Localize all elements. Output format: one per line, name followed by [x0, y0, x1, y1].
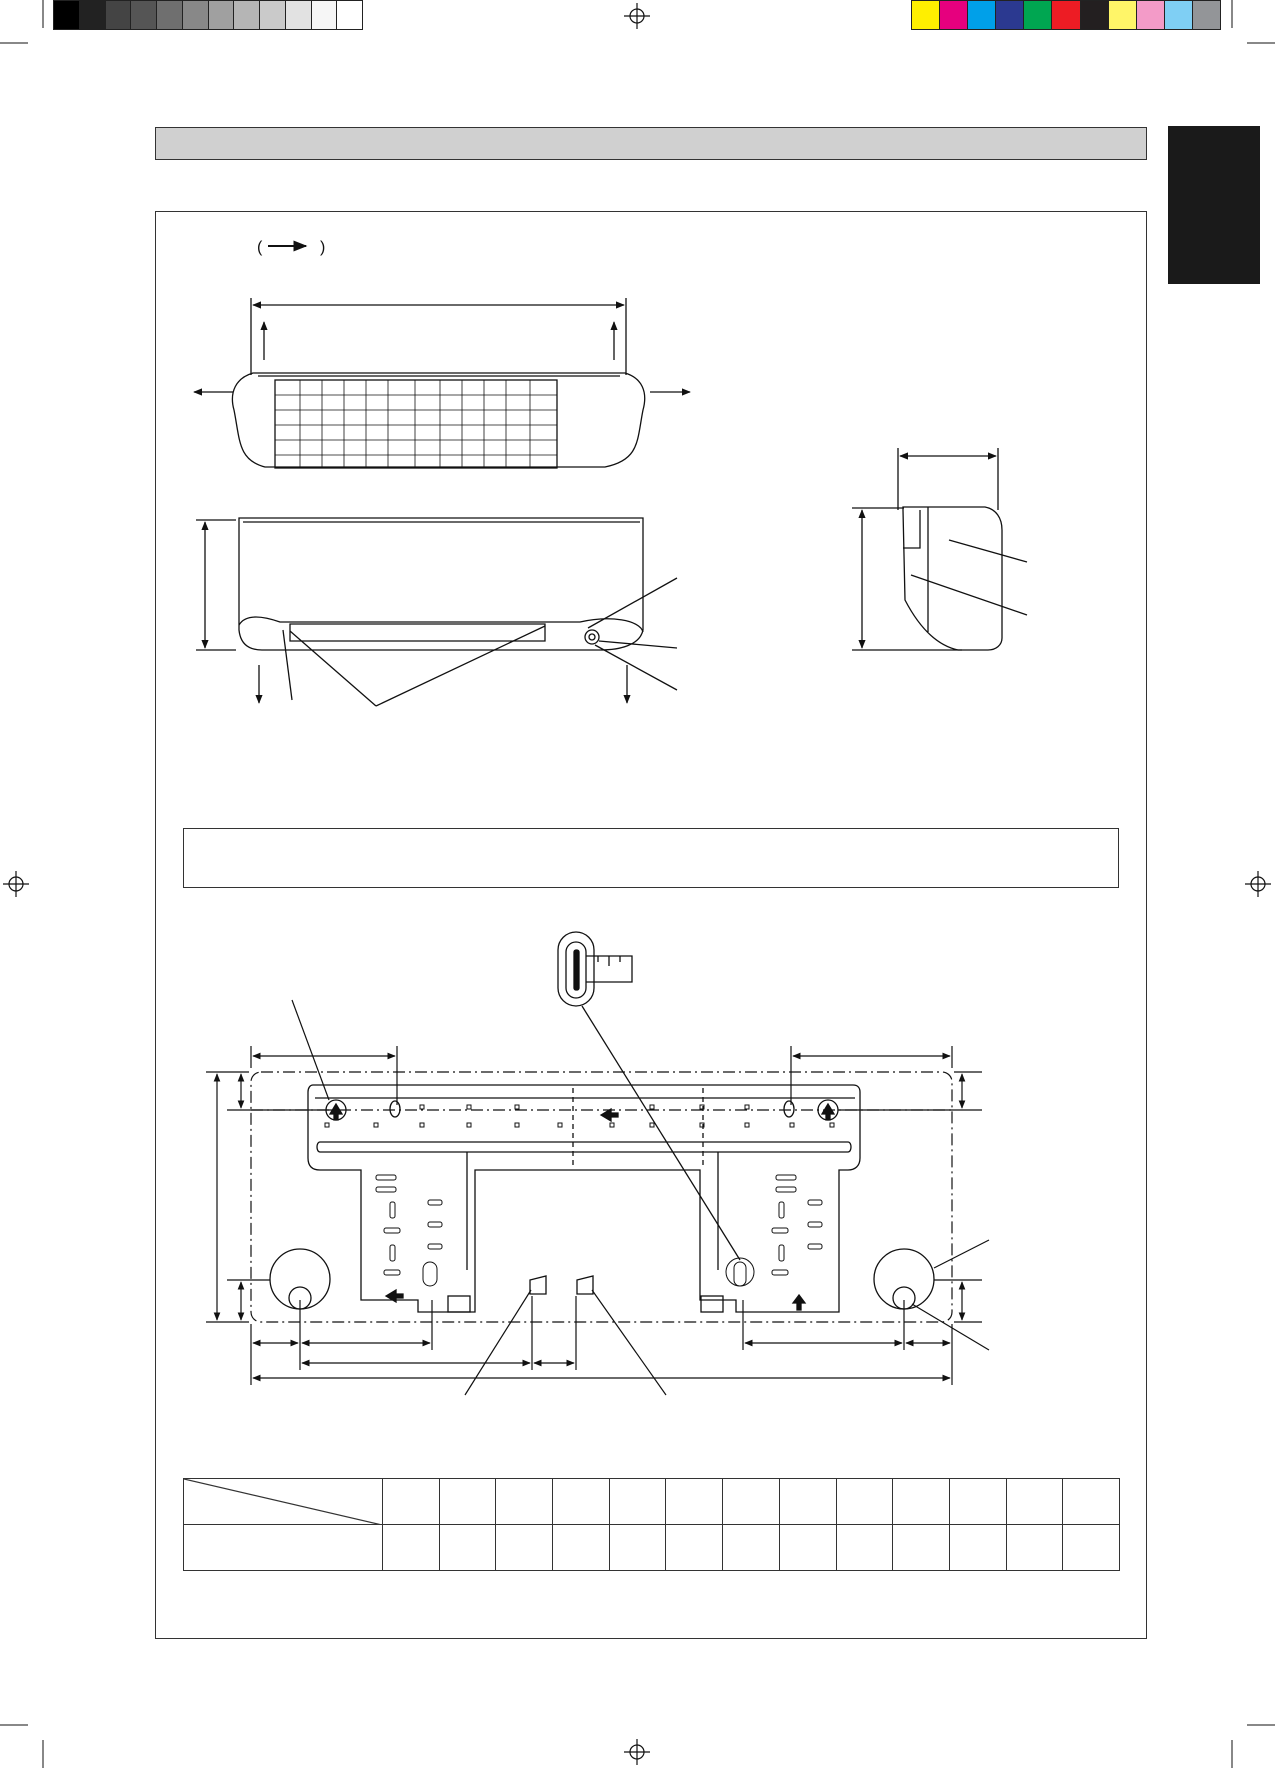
- table-cell: [553, 1525, 610, 1571]
- registration-mark-left: [3, 871, 29, 897]
- indoor-unit-top-view: [194, 373, 690, 468]
- specification-table: [183, 1478, 1120, 1571]
- registration-mark-right: [1245, 871, 1271, 897]
- mounting-plate: [270, 1085, 934, 1312]
- table-cell: [949, 1479, 1006, 1525]
- table-cell: [666, 1525, 723, 1571]
- table-cell: [949, 1525, 1006, 1571]
- table-cell: [609, 1525, 666, 1571]
- table-cell: [779, 1525, 836, 1571]
- indoor-unit-side-view: [852, 448, 1027, 650]
- airflow-direction-hint: [257, 239, 325, 256]
- table-corner-cell: [184, 1479, 383, 1525]
- table-cell: [893, 1479, 950, 1525]
- table-cell: [439, 1479, 496, 1525]
- table-cell: [836, 1479, 893, 1525]
- table-cell: [439, 1525, 496, 1571]
- table-cell: [383, 1479, 440, 1525]
- table-cell: [723, 1525, 780, 1571]
- registration-mark-top: [624, 3, 650, 29]
- table-cell: [1006, 1479, 1063, 1525]
- svg-text:): ): [320, 239, 326, 256]
- diagonal-divider: [184, 1479, 382, 1525]
- table-cell: [383, 1525, 440, 1571]
- table-row-header: [184, 1525, 383, 1571]
- table-cell: [779, 1479, 836, 1525]
- table-cell: [496, 1479, 553, 1525]
- table-cell: [836, 1525, 893, 1571]
- tape-measure-detail: [558, 932, 740, 1260]
- table-cell: [666, 1479, 723, 1525]
- table-cell: [723, 1479, 780, 1525]
- indoor-unit-front-view: [196, 518, 677, 706]
- table-cell: [496, 1525, 553, 1571]
- table-cell: [1006, 1525, 1063, 1571]
- unit-width-dimension: [251, 298, 626, 375]
- registration-mark-bottom: [624, 1739, 650, 1765]
- table-cell: [553, 1479, 610, 1525]
- table-cell: [1063, 1479, 1120, 1525]
- table-row: [184, 1525, 1120, 1571]
- table-row: [184, 1479, 1120, 1525]
- svg-text:(: (: [257, 239, 263, 256]
- mounting-plate-dimensions: [206, 1000, 989, 1395]
- table-cell: [609, 1479, 666, 1525]
- table-cell: [893, 1525, 950, 1571]
- table-cell: [1063, 1525, 1120, 1571]
